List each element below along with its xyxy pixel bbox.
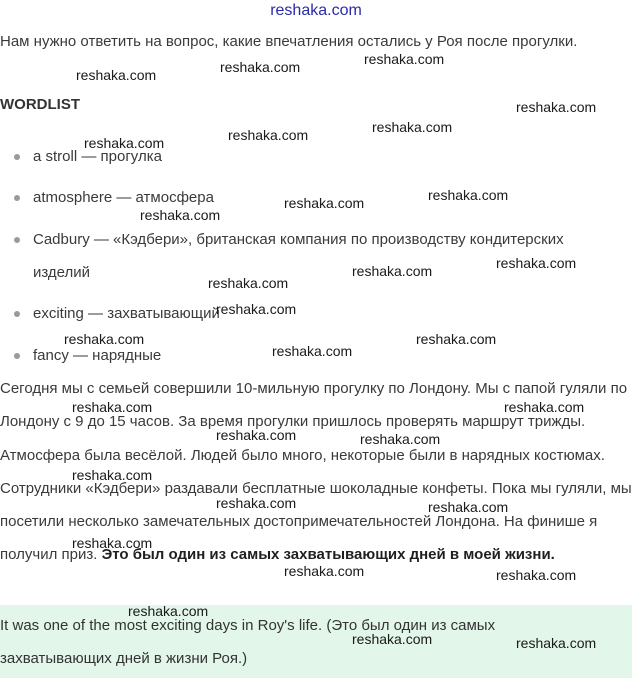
- watermark: reshaka.com: [228, 127, 309, 143]
- answer-text: It was one of the most exciting days in Roy's life. (Это был один из самых захватывающих дней в жизни Роя.): [0, 617, 496, 667]
- watermark: reshaka.com: [516, 635, 597, 651]
- watermark: reshaka.com: [364, 51, 445, 67]
- watermark: reshaka.com: [428, 187, 509, 203]
- intro-text: Нам нужно ответить на вопрос, какие впечатления остались у Роя после прогулки.: [0, 33, 578, 50]
- watermark: reshaka.com: [284, 563, 365, 579]
- watermark: reshaka.com: [360, 431, 441, 447]
- watermark: reshaka.com: [352, 263, 433, 279]
- watermark: reshaka.com: [496, 567, 577, 583]
- watermark: reshaka.com: [220, 59, 301, 75]
- watermark: reshaka.com: [128, 603, 209, 619]
- wordlist-term: atmosphere — атмосфера: [33, 189, 214, 206]
- watermark: reshaka.com: [84, 135, 165, 151]
- watermark: reshaka.com: [216, 301, 297, 317]
- watermark: reshaka.com: [516, 99, 597, 115]
- watermark: reshaka.com: [428, 499, 509, 515]
- watermark: reshaka.com: [216, 427, 297, 443]
- watermark: reshaka.com: [372, 119, 453, 135]
- watermark: reshaka.com: [208, 275, 289, 291]
- site-header[interactable]: reshaka.com: [270, 2, 362, 19]
- watermark: reshaka.com: [504, 399, 585, 415]
- watermark: reshaka.com: [216, 495, 297, 511]
- bullet-icon: [14, 195, 20, 201]
- wordlist-term: exciting — захватывающий: [33, 305, 220, 322]
- bullet-icon: [14, 353, 20, 359]
- story-body: Сегодня мы с семьей совершили 10-мильную прогулку по Лондону. Мы с папой гуляли по Лондону с 9 до 15 часов. За время прогулки пришлось проверять маршрут трижды. Атмосфера была весёлой. Людей было много, некоторые были в нарядных костюмах. Сотрудники «Кэдбери» раздавали бесплатные шоколадные конфеты. Пока мы гуляли, мы посетили несколько замечательных достопримечательностей Лондона. На финише я получил приз.: [0, 380, 632, 564]
- watermark: reshaka.com: [352, 631, 433, 647]
- watermark: reshaka.com: [72, 399, 153, 415]
- bullet-icon: [14, 311, 20, 317]
- bullet-icon: [14, 154, 20, 160]
- watermark: reshaka.com: [64, 331, 145, 347]
- bullet-icon: [14, 237, 20, 243]
- watermark: reshaka.com: [76, 67, 157, 83]
- watermark: reshaka.com: [272, 343, 353, 359]
- wordlist-term: fancy — нарядные: [33, 347, 162, 364]
- wordlist-term: a stroll — прогулка: [33, 148, 162, 165]
- watermark: reshaka.com: [72, 535, 153, 551]
- watermark: reshaka.com: [284, 195, 365, 211]
- watermark: reshaka.com: [140, 207, 221, 223]
- wordlist-term: Cadbury — «Кэдбери», британская компания по производству кондитерских изделий: [33, 231, 564, 281]
- watermark: reshaka.com: [416, 331, 497, 347]
- story-highlight: Это был один из самых захватывающих дней в моей жизни.: [101, 546, 555, 564]
- wordlist-title: WORDLIST: [0, 96, 80, 113]
- watermark: reshaka.com: [72, 467, 153, 483]
- watermark: reshaka.com: [496, 255, 577, 271]
